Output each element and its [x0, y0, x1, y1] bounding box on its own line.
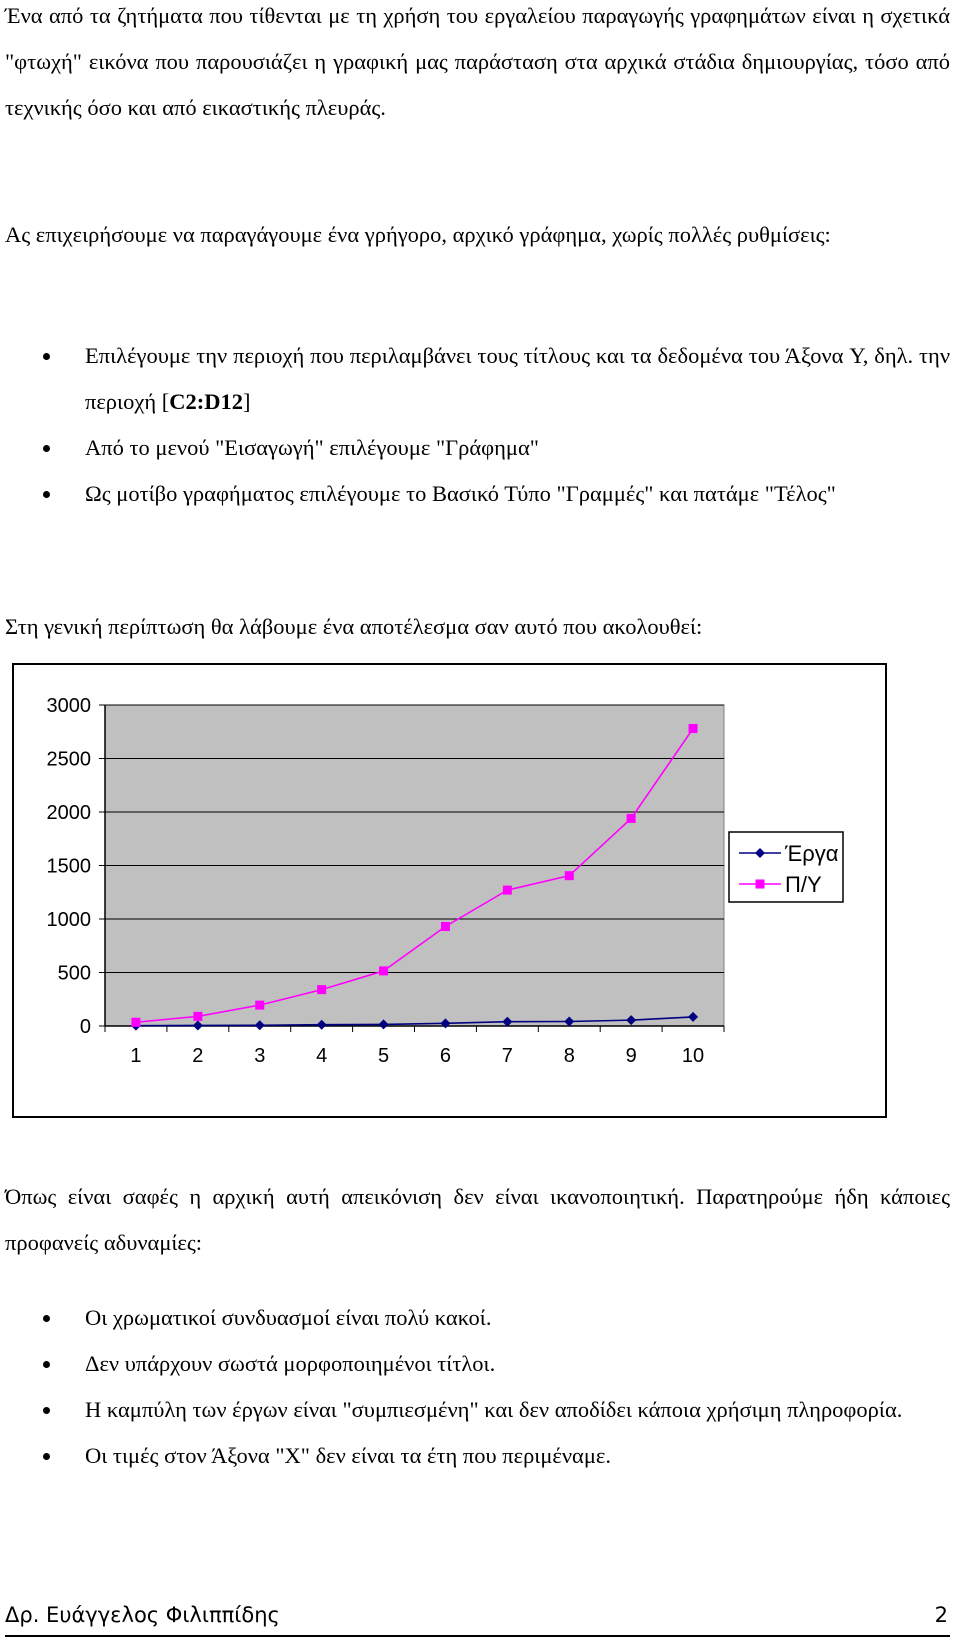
- cell-range-ref: C2:D12: [169, 389, 243, 414]
- list-item: Από το μενού "Εισαγωγή" επιλέγουμε "Γράφημα": [5, 425, 950, 471]
- x-tick-label: 2: [192, 1045, 204, 1067]
- step-text: Επιλέγουμε την περιοχή που περιλαμβάνει τους τίτλους και τα δεδομένα του Άξονα Y, δηλ. την περιοχή [: [85, 343, 950, 414]
- y-tick-label: 0: [79, 1016, 91, 1038]
- steps-list: [5, 333, 950, 517]
- data-point-square: [565, 871, 574, 880]
- data-point-square: [131, 1018, 140, 1027]
- data-point-square: [193, 1012, 202, 1021]
- footer-author: Δρ. Ευάγγελος Φιλιππίδης: [5, 1603, 280, 1627]
- x-tick-label: 7: [501, 1045, 513, 1067]
- legend-label: Έργα: [785, 841, 839, 866]
- data-point-square: [627, 814, 636, 823]
- list-item: Δεν υπάρχουν σωστά μορφοποιημένοι τίτλοι.: [5, 1341, 950, 1387]
- chart-canvas: [14, 665, 889, 1120]
- x-tick-label: 5: [377, 1045, 390, 1067]
- result-paragraph: Στη γενική περίπτωση θα λάβουμε ένα αποτέλεσμα σαν αυτό που ακολουθεί:: [5, 614, 703, 639]
- list-item: Η καμπύλη των έργων είναι "συμπιεσμένη" και δεν αποδίδει κάποια χρήσιμη πληροφορία.: [5, 1387, 950, 1433]
- y-tick-label: 2000: [46, 802, 91, 824]
- list-item: [5, 333, 950, 425]
- intro-paragraph: Ένα από τα ζητήματα που τίθενται με τη χρήση του εργαλείου παραγωγής γραφημάτων είναι η σχετικά "φτωχή" εικόνα που παρουσιάζει η γραφική μας παράσταση στα αρχικά στάδια δημιουργίας, τόσο από τεχνικής όσο και από εικαστικής πλευράς.: [5, 3, 950, 120]
- data-point-square: [503, 886, 512, 895]
- page-number: 2: [934, 1603, 948, 1627]
- x-tick-label: 4: [316, 1045, 328, 1067]
- list-item: Οι χρωματικοί συνδυασμοί είναι πολύ κακοί.: [5, 1295, 950, 1341]
- y-tick-label: 3000: [46, 695, 91, 717]
- step-text-end: ]: [242, 389, 251, 414]
- list-item: Οι τιμές στον Άξονα "X" δεν είναι τα έτη που περιμέναμε.: [5, 1433, 950, 1479]
- data-point-square: [756, 880, 765, 889]
- y-tick-label: 1500: [46, 855, 91, 878]
- instruction-paragraph: Ας επιχειρήσουμε να παραγάγουμε ένα γρήγορο, αρχικό γράφημα, χωρίς πολλές ρυθμίσεις:: [5, 222, 831, 247]
- data-point-square: [689, 724, 698, 733]
- x-tick-label: 3: [254, 1045, 266, 1067]
- line-chart: [12, 663, 887, 1118]
- x-tick-label: 6: [439, 1045, 452, 1067]
- x-tick-label: 1: [130, 1045, 142, 1067]
- data-point-square: [255, 1001, 264, 1010]
- data-point-square: [317, 985, 326, 994]
- weaknesses-list: [5, 1295, 950, 1479]
- x-tick-label: 9: [625, 1045, 637, 1067]
- assessment-paragraph: Όπως είναι σαφές η αρχική αυτή απεικόνιση δεν είναι ικανοποιητική. Παρατηρούμε ήδη κάποιες προφανείς αδυναμίες:: [5, 1184, 950, 1255]
- y-tick-label: 1000: [46, 909, 91, 931]
- list-item: Ως μοτίβο γραφήματος επιλέγουμε το Βασικό Τύπο "Γραμμές" και πατάμε "Τέλος": [5, 471, 950, 517]
- x-tick-label: 8: [563, 1045, 575, 1067]
- x-tick-label: 10: [681, 1045, 705, 1067]
- legend-label: Π/Υ: [785, 872, 822, 897]
- footer-divider: [5, 1635, 950, 1637]
- y-tick-label: 500: [57, 962, 91, 985]
- data-point-square: [379, 966, 388, 975]
- data-point-square: [441, 922, 450, 931]
- y-tick-label: 2500: [46, 748, 91, 771]
